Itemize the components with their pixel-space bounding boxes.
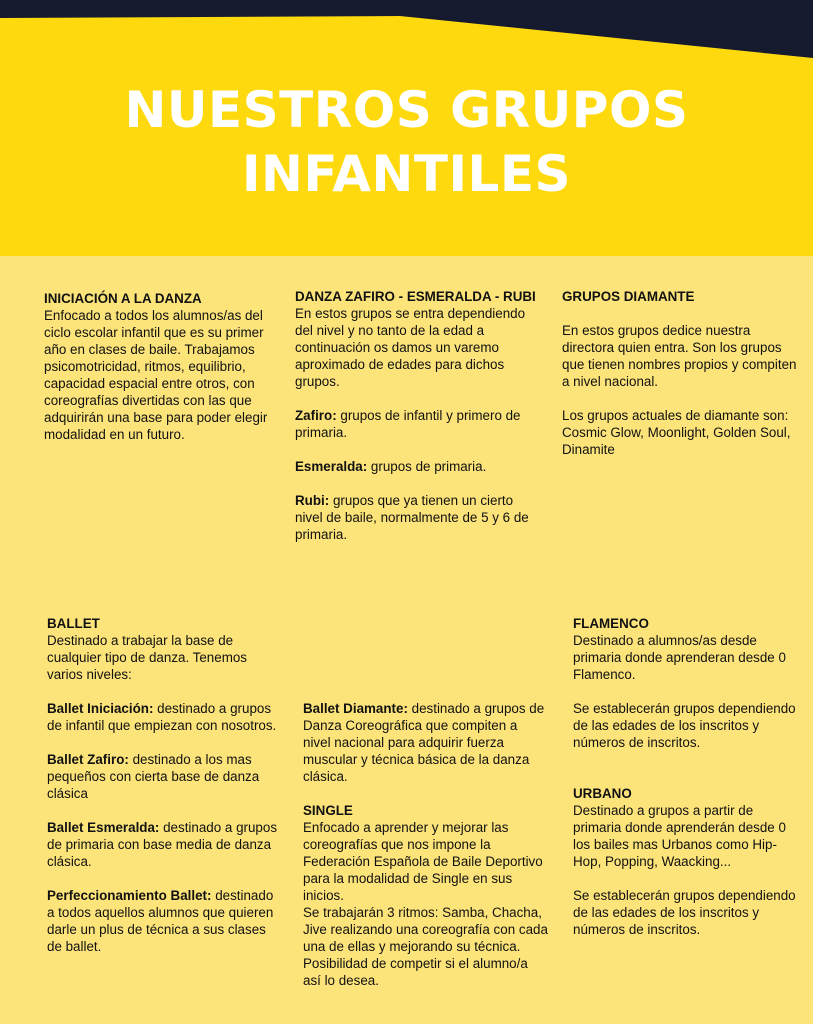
page-title-line1: NUESTROS GRUPOS [124, 81, 689, 139]
section-ballet-diamante-single [303, 700, 548, 989]
esmeralda-label: Esmeralda: [295, 459, 368, 474]
ballet-diamante-label: Ballet Diamante: [303, 701, 408, 716]
ballet-perfeccionamiento-item [47, 887, 282, 955]
single-text-3: Posibilidad de competir si el alumno/a así lo desea. [303, 956, 528, 988]
zafiro-text: grupos de infantil y primero de primaria. [295, 408, 521, 440]
diamante-text-2: Los grupos actuales de diamante son: Cosmic Glow, Moonlight, Golden Soul, Dinamite [562, 408, 791, 457]
urbano-text-1: Destinado a grupos a partir de primaria donde aprenderán desde 0 los bailes mas Urbanos como Hip-Hop, Popping, Waacking... [573, 803, 786, 869]
ballet-iniciacion-label: Ballet Iniciación: [47, 701, 154, 716]
ballet-perfeccionamiento-label: Perfeccionamiento Ballet: [47, 888, 212, 903]
zafiro-item [295, 407, 540, 441]
section-grupos-diamante [562, 288, 802, 458]
section-ballet [47, 615, 282, 955]
single-text-1: Enfocado a aprender y mejorar las coreografías que nos impone la Federación Española de Baile Deportivo para la modalidad de Single en sus inicios. [303, 820, 543, 903]
ballet-intro: Destinado a trabajar la base de cualquier tipo de danza. Tenemos varios niveles: [47, 633, 248, 682]
single-text-2: Se trabajarán 3 ritmos: Samba, Chacha, Jive realizando una coreografía con cada una de ellas y mejorando su técnica. [303, 905, 548, 954]
header-banner [0, 0, 813, 256]
rubi-text: grupos que ya tienen un cierto nivel de baile, normalmente de 5 y 6 de primaria. [295, 493, 529, 542]
page-title-line2: INFANTILES [241, 145, 572, 203]
section-iniciacion [44, 290, 284, 443]
urbano-heading: URBANO [573, 786, 632, 801]
iniciacion-text: Enfocado a todos los alumnos/as del ciclo escolar infantil que es su primer año en clases de baile. Trabajamos psicomotricidad, ritmos, equilibrio, capacidad espacial entre otros, con coreografías divertidas con las que adquirirán una base para poder elegir modalidad en un futuro. [44, 308, 268, 442]
zafiro-esmeralda-heading: DANZA ZAFIRO - ESMERALDA - RUBI [295, 289, 536, 304]
rubi-item [295, 492, 540, 543]
ballet-esmeralda-item [47, 819, 282, 870]
diamante-heading: GRUPOS DIAMANTE [562, 289, 695, 304]
flamenco-heading: FLAMENCO [573, 616, 649, 631]
section-flamenco-urbano [573, 615, 798, 938]
ballet-zafiro-item [47, 751, 282, 802]
ballet-iniciacion-text: destinado a grupos de infantil que empiezan con nosotros. [47, 701, 277, 733]
ballet-diamante-item [303, 700, 548, 785]
rubi-label: Rubi: [295, 493, 330, 508]
zafiro-esmeralda-intro: En estos grupos se entra dependiendo del nivel y no tanto de la edad a continuación os damos un varemo aproximado de edades para dichos grupos. [295, 306, 526, 389]
flamenco-text-1: Destinado a alumnos/as desde primaria donde aprenderan desde 0 Flamenco. [573, 633, 786, 682]
page-title [0, 78, 813, 206]
single-heading: SINGLE [303, 803, 353, 818]
esmeralda-item [295, 458, 540, 475]
ballet-heading: BALLET [47, 616, 100, 631]
diamante-text-1: En estos grupos dedice nuestra directora quien entra. Son los grupos que tienen nombres propios y compiten a nivel nacional. [562, 323, 797, 389]
ballet-perfeccionamiento-text: destinado a todos aquellos alumnos que quieren darle un plus de técnica a sus clases de ballet. [47, 888, 274, 954]
ballet-iniciacion-item [47, 700, 282, 734]
esmeralda-text: grupos de primaria. [367, 459, 487, 474]
section-zafiro-esmeralda-rubi [295, 288, 540, 543]
ballet-zafiro-label: Ballet Zafiro: [47, 752, 129, 767]
flamenco-text-2: Se establecerán grupos dependiendo de las edades de los inscritos y números de inscritos. [573, 701, 796, 750]
zafiro-label: Zafiro: [295, 408, 337, 423]
ballet-diamante-text: destinado a grupos de Danza Coreográfica que compiten a nivel nacional para adquirir fuerza muscular y técnica básica de la danza clásica. [303, 701, 545, 784]
urbano-text-2: Se establecerán grupos dependiendo de las edades de los inscritos y números de inscritos. [573, 888, 796, 937]
iniciacion-heading: INICIACIÓN A LA DANZA [44, 291, 202, 306]
ballet-esmeralda-text: destinado a grupos de primaria con base media de danza clásica. [47, 820, 278, 869]
ballet-esmeralda-label: Ballet Esmeralda: [47, 820, 160, 835]
ballet-zafiro-text: destinado a los mas pequeños con cierta base de danza clásica [47, 752, 260, 801]
